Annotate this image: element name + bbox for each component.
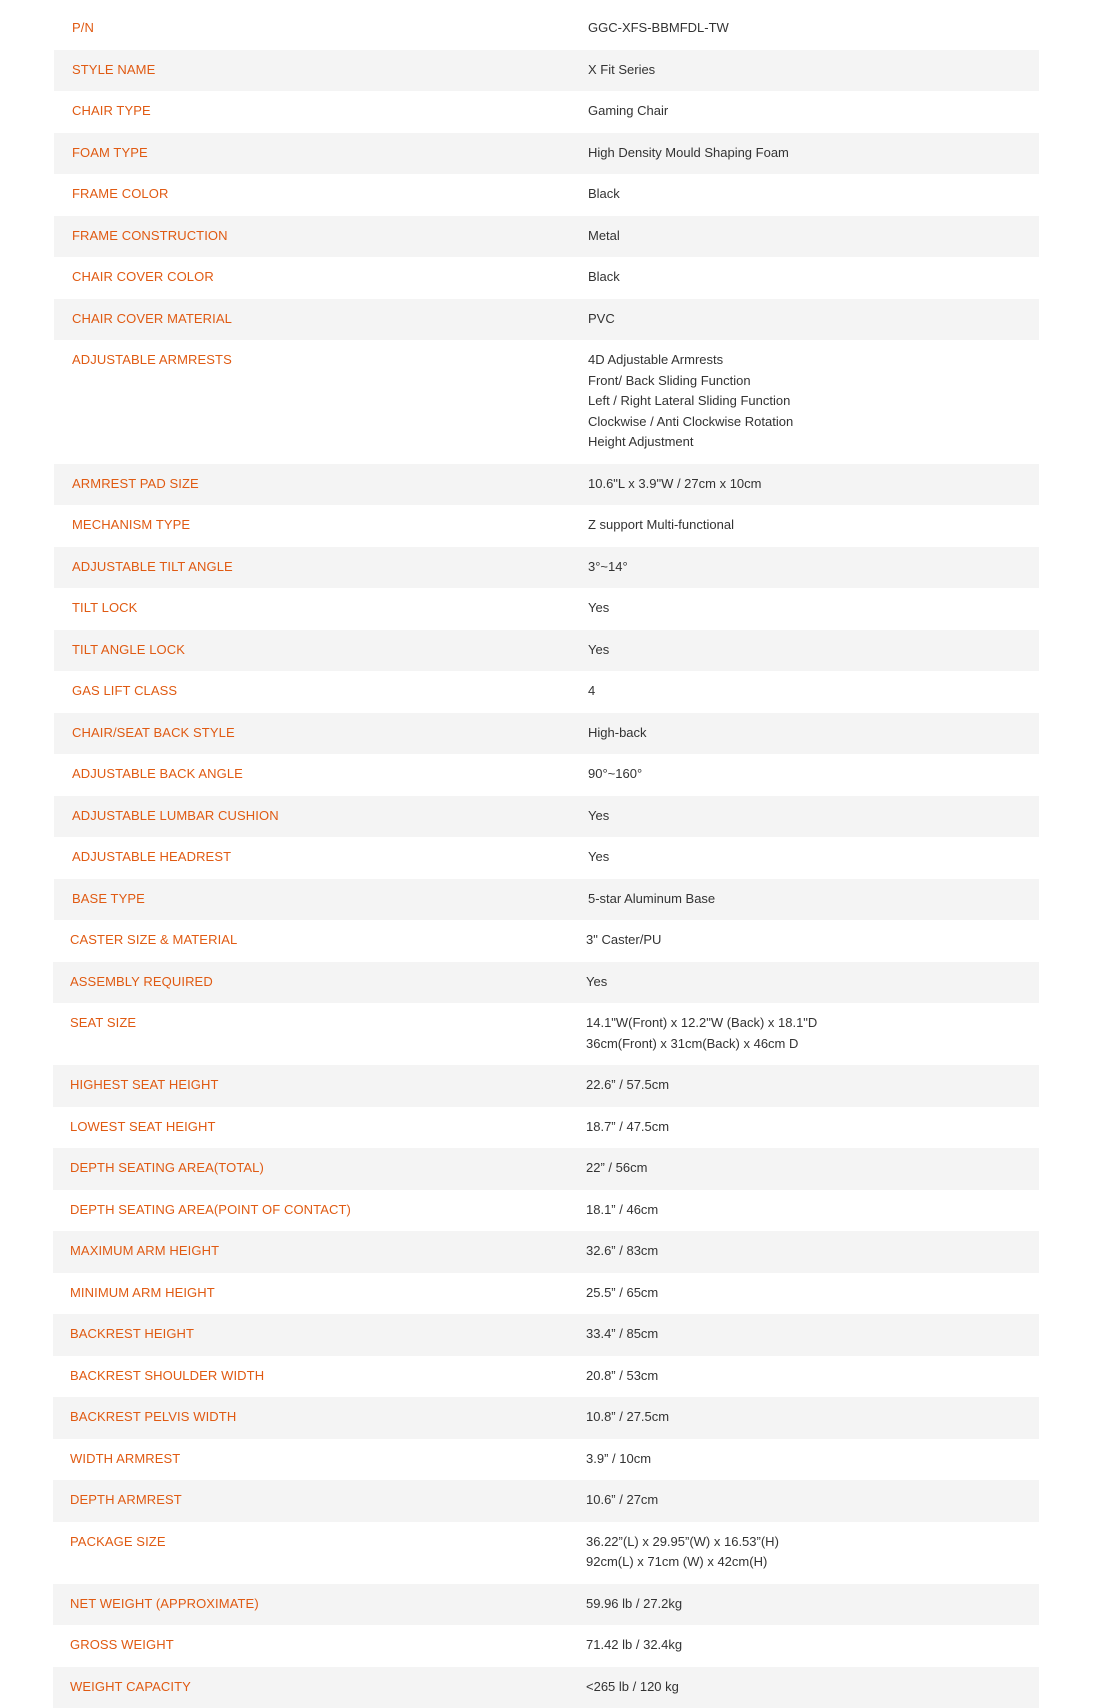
spec-value [588,640,1039,661]
spec-label: CHAIR COVER MATERIAL [54,309,588,330]
spec-value-line: Clockwise / Anti Clockwise Rotation [588,412,1039,433]
spec-row [53,1397,1039,1439]
spec-label: MECHANISM TYPE [54,515,588,536]
spec-row [53,1148,1039,1190]
spec-value-line: Yes [588,847,1039,868]
spec-value-line: X Fit Series [588,60,1039,81]
spec-value [588,557,1039,578]
spec-value-line: 5-star Aluminum Base [588,889,1039,910]
spec-row [54,464,1039,506]
spec-label: TILT ANGLE LOCK [54,640,588,661]
spec-value [586,1366,1039,1387]
spec-row [54,837,1039,879]
spec-value [588,60,1039,81]
spec-value-line: <265 lb / 120 kg [586,1677,1039,1698]
spec-label: FOAM TYPE [54,143,588,164]
spec-value [588,226,1039,247]
spec-label: STYLE NAME [54,60,588,81]
spec-value [586,1117,1039,1138]
spec-value-line: 14.1"W(Front) x 12.2"W (Back) x 18.1"D [586,1013,1039,1034]
spec-row [54,588,1039,630]
spec-value-line: 59.96 lb / 27.2kg [586,1594,1039,1615]
spec-value-line: 71.42 lb / 32.4kg [586,1635,1039,1656]
spec-value-line: 92cm(L) x 71cm (W) x 42cm(H) [586,1552,1039,1573]
spec-label: GROSS WEIGHT [53,1635,586,1656]
spec-value [586,1677,1039,1698]
spec-row [54,299,1039,341]
spec-label: ASSEMBLY REQUIRED [53,972,586,993]
spec-value-line: 36cm(Front) x 31cm(Back) x 46cm D [586,1034,1039,1055]
spec-row [54,133,1039,175]
spec-value-line: 10.6” / 27cm [586,1490,1039,1511]
spec-value [588,184,1039,205]
spec-value-line: Yes [586,972,1039,993]
spec-value [586,1200,1039,1221]
spec-value [588,143,1039,164]
spec-row [53,1584,1039,1626]
spec-value-line: Yes [588,640,1039,661]
spec-label: WEIGHT CAPACITY [53,1677,586,1698]
spec-value [588,101,1039,122]
spec-value [588,847,1039,868]
spec-row [53,1667,1039,1708]
spec-row [53,1522,1039,1584]
spec-row [53,1356,1039,1398]
spec-value-line: High Density Mould Shaping Foam [588,143,1039,164]
spec-label: DEPTH SEATING AREA(TOTAL) [53,1158,586,1179]
spec-value-line: 10.8” / 27.5cm [586,1407,1039,1428]
spec-value-line: 3°~14° [588,557,1039,578]
spec-value [588,309,1039,330]
spec-value [588,350,1039,453]
spec-value [586,1407,1039,1428]
spec-value-line: 22” / 56cm [586,1158,1039,1179]
spec-value-line: 22.6” / 57.5cm [586,1075,1039,1096]
spec-value-line: Black [588,267,1039,288]
spec-value [586,1283,1039,1304]
spec-value-line: Front/ Back Sliding Function [588,371,1039,392]
spec-value-line: 18.1” / 46cm [586,1200,1039,1221]
spec-label: BACKREST PELVIS WIDTH [53,1407,586,1428]
spec-row [54,216,1039,258]
spec-value [588,723,1039,744]
spec-value-line: GGC-XFS-BBMFDL-TW [588,18,1039,39]
spec-value-line: Gaming Chair [588,101,1039,122]
spec-value [586,972,1039,993]
spec-row [54,91,1039,133]
spec-row [53,962,1039,1004]
spec-label: MINIMUM ARM HEIGHT [53,1283,586,1304]
spec-row [54,796,1039,838]
spec-label: FRAME CONSTRUCTION [54,226,588,247]
spec-label: ADJUSTABLE TILT ANGLE [54,557,588,578]
spec-label: CHAIR COVER COLOR [54,267,588,288]
spec-value [586,1075,1039,1096]
spec-value-line: Height Adjustment [588,432,1039,453]
spec-row [53,1231,1039,1273]
spec-row [54,547,1039,589]
spec-value-line: 3" Caster/PU [586,930,1039,951]
spec-label: ARMREST PAD SIZE [54,474,588,495]
spec-value-line: 25.5” / 65cm [586,1283,1039,1304]
spec-row [54,630,1039,672]
spec-value [588,474,1039,495]
spec-value [588,889,1039,910]
spec-row [53,1273,1039,1315]
spec-label: CHAIR TYPE [54,101,588,122]
spec-value [586,1532,1039,1573]
spec-value-line: High-back [588,723,1039,744]
spec-label: TILT LOCK [54,598,588,619]
spec-value-line: Yes [588,598,1039,619]
spec-row [54,505,1039,547]
spec-row [53,1003,1039,1065]
spec-value [586,1013,1039,1054]
spec-label: WIDTH ARMREST [53,1449,586,1470]
spec-row [53,1314,1039,1356]
spec-value [586,1635,1039,1656]
spec-label: BASE TYPE [54,889,588,910]
spec-value-line: 10.6"L x 3.9"W / 27cm x 10cm [588,474,1039,495]
spec-table [54,8,1039,1708]
spec-label: SEAT SIZE [53,1013,586,1034]
spec-row [54,879,1039,921]
spec-label: HIGHEST SEAT HEIGHT [53,1075,586,1096]
spec-label: NET WEIGHT (APPROXIMATE) [53,1594,586,1615]
spec-label: LOWEST SEAT HEIGHT [53,1117,586,1138]
spec-label: ADJUSTABLE ARMRESTS [54,350,588,371]
spec-value [586,1241,1039,1262]
spec-value [586,1449,1039,1470]
spec-value-line: 33.4” / 85cm [586,1324,1039,1345]
spec-row [54,257,1039,299]
spec-value-line: 4 [588,681,1039,702]
spec-label: MAXIMUM ARM HEIGHT [53,1241,586,1262]
spec-value [588,515,1039,536]
spec-row [54,713,1039,755]
spec-row [53,1439,1039,1481]
spec-row [54,174,1039,216]
spec-value [586,930,1039,951]
spec-row [53,1190,1039,1232]
spec-value-line: Left / Right Lateral Sliding Function [588,391,1039,412]
spec-label: GAS LIFT CLASS [54,681,588,702]
spec-label: CHAIR/SEAT BACK STYLE [54,723,588,744]
spec-value-line: 32.6” / 83cm [586,1241,1039,1262]
spec-value [586,1490,1039,1511]
spec-value-line: 20.8” / 53cm [586,1366,1039,1387]
spec-value-line: 18.7” / 47.5cm [586,1117,1039,1138]
spec-value-line: PVC [588,309,1039,330]
spec-value-line: Black [588,184,1039,205]
spec-value [586,1594,1039,1615]
spec-value [588,267,1039,288]
spec-value [588,18,1039,39]
spec-label: ADJUSTABLE LUMBAR CUSHION [54,806,588,827]
spec-value [588,764,1039,785]
spec-value [588,598,1039,619]
spec-label: BACKREST HEIGHT [53,1324,586,1345]
spec-row [54,8,1039,50]
spec-value-line: 90°~160° [588,764,1039,785]
spec-label: DEPTH SEATING AREA(POINT OF CONTACT) [53,1200,586,1221]
spec-value-line: Yes [588,806,1039,827]
spec-value [586,1158,1039,1179]
spec-row [53,1480,1039,1522]
spec-row [54,671,1039,713]
spec-value-line: 3.9” / 10cm [586,1449,1039,1470]
spec-label: ADJUSTABLE BACK ANGLE [54,764,588,785]
spec-value [588,806,1039,827]
spec-row [53,1065,1039,1107]
spec-label: BACKREST SHOULDER WIDTH [53,1366,586,1387]
spec-label: P/N [54,18,588,39]
spec-label: ADJUSTABLE HEADREST [54,847,588,868]
spec-value-line: Z support Multi-functional [588,515,1039,536]
spec-row [54,50,1039,92]
spec-row [53,920,1039,962]
spec-label: PACKAGE SIZE [53,1532,586,1553]
spec-value [586,1324,1039,1345]
spec-label: CASTER SIZE & MATERIAL [53,930,586,951]
spec-row [53,1625,1039,1667]
spec-value-line: 4D Adjustable Armrests [588,350,1039,371]
spec-row [54,340,1039,464]
spec-value-line: Metal [588,226,1039,247]
spec-row [54,754,1039,796]
spec-value-line: 36.22”(L) x 29.95”(W) x 16.53”(H) [586,1532,1039,1553]
spec-row [53,1107,1039,1149]
spec-value [588,681,1039,702]
spec-label: DEPTH ARMREST [53,1490,586,1511]
spec-label: FRAME COLOR [54,184,588,205]
